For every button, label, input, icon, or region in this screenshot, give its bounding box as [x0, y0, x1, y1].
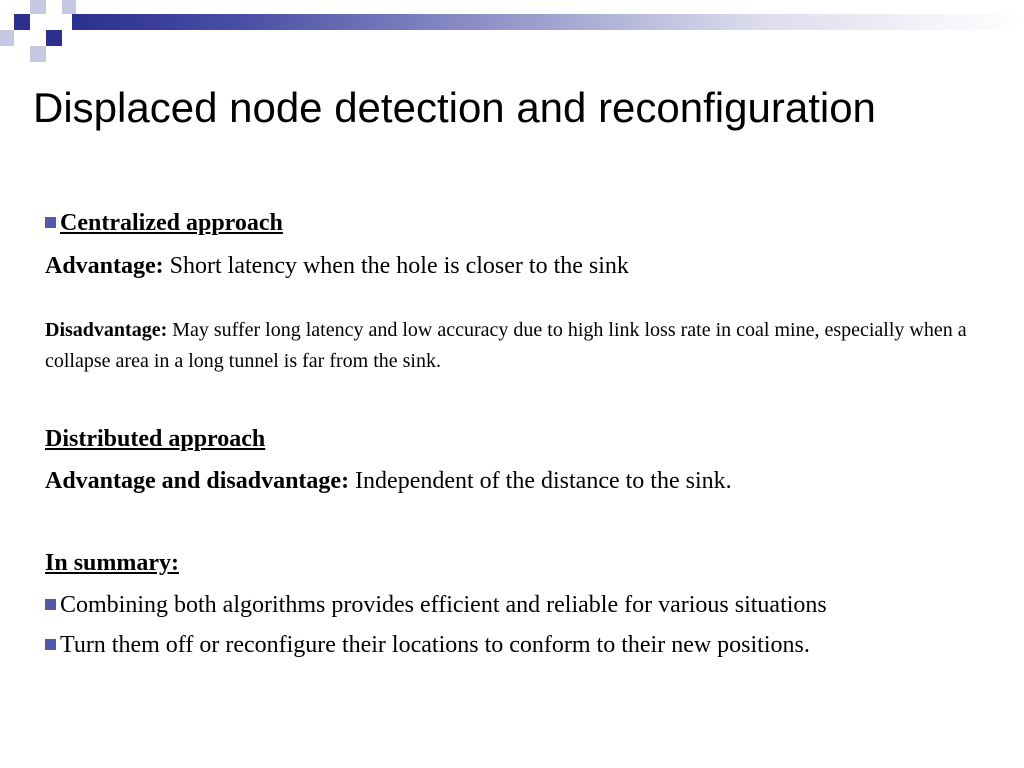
- centralized-disadvantage: [45, 315, 975, 377]
- decor-square-light-4: [62, 0, 76, 14]
- square-bullet-icon: [45, 599, 56, 610]
- header-gradient-band: [72, 14, 1024, 30]
- decor-square-light-3: [30, 46, 46, 62]
- distributed-text: Independent of the distance to the sink.: [349, 468, 732, 494]
- decor-square-light-2: [30, 0, 46, 14]
- decor-square-dark-2: [46, 30, 62, 46]
- centralized-heading-line: [45, 210, 283, 237]
- list-item: [45, 592, 827, 619]
- advantage-label: Advantage:: [45, 253, 164, 279]
- distributed-advantage: [45, 468, 732, 495]
- distributed-heading: Distributed approach: [45, 426, 266, 452]
- square-bullet-icon: [45, 217, 56, 228]
- disadvantage-text: May suffer long latency and low accuracy due to high link loss rate in coal mine, especially when a collapse area in a long tunnel is far from the sink.: [45, 319, 967, 372]
- distributed-heading-line: [45, 426, 265, 453]
- list-item: [45, 632, 810, 659]
- summary-heading-line: [45, 550, 179, 577]
- summary-heading: In summary:: [45, 550, 180, 576]
- disadvantage-label: Disadvantage:: [45, 319, 168, 341]
- centralized-advantage: [45, 253, 629, 280]
- advantage-text: Short latency when the hole is closer to the sink: [163, 253, 629, 279]
- slide-title: Displaced node detection and reconfiguration: [33, 84, 876, 131]
- distributed-label: Advantage and disadvantage:: [45, 468, 350, 494]
- decor-square-dark-1: [14, 14, 30, 30]
- centralized-heading: Centralized approach: [60, 210, 283, 236]
- square-bullet-icon: [45, 639, 56, 650]
- summary-item-1: Combining both algorithms provides efficient and reliable for various situations: [60, 592, 827, 618]
- decor-square-light-1: [0, 30, 14, 46]
- summary-item-2: Turn them off or reconfigure their locations to conform to their new positions.: [60, 632, 810, 658]
